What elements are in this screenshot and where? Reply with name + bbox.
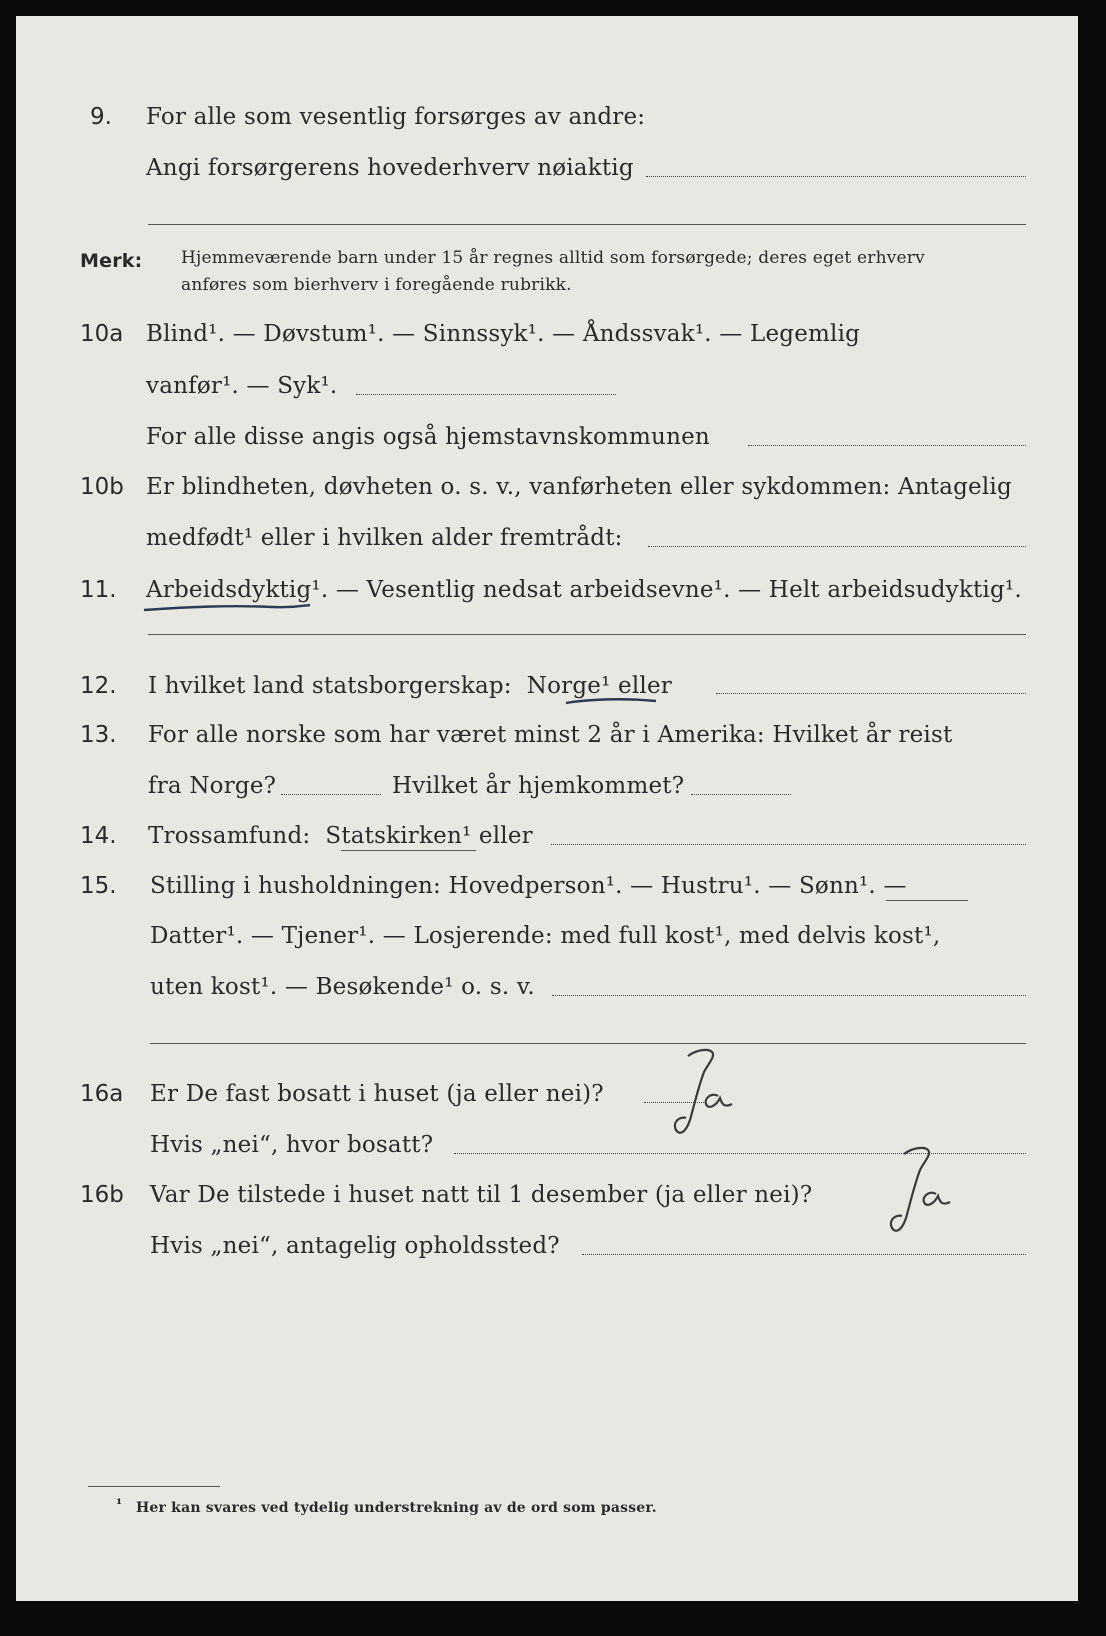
q16b-handwritten-answer	[874, 1144, 969, 1239]
q16b-line2: Hvis „nei“, antagelig opholdssted?	[150, 1233, 560, 1259]
q12-option-norge[interactable]: Norge¹	[526, 673, 611, 699]
q16b-opholdssted-line[interactable]	[582, 1254, 1026, 1255]
q14-number: 14.	[80, 823, 117, 849]
q14-suffix: eller	[478, 823, 533, 849]
q11-text	[146, 576, 1022, 604]
q11-number: 11.	[80, 577, 117, 603]
q10b-line2: medfødt¹ eller i hvilken alder fremtrådt:	[146, 525, 623, 551]
q12-underline-mark	[564, 696, 659, 708]
q14-underline-mark	[341, 850, 476, 851]
q15-answer-line-2[interactable]	[150, 1043, 1026, 1044]
q14-option-statskirken[interactable]: Statskirken¹	[325, 823, 472, 849]
q13-line1: For alle norske som har været minst 2 år i Amerika: Hvilket år reist	[148, 722, 953, 748]
q9-number: 9.	[90, 104, 112, 130]
q13-reist-line[interactable]	[281, 794, 381, 795]
q11-option-arbeidsdyktig[interactable]: Arbeidsdyktig¹	[146, 577, 321, 603]
q13-part-b: Hvilket år hjemkommet?	[392, 773, 685, 799]
q9-line2: Angi forsørgerens hovederhverv nøiaktig	[146, 155, 634, 181]
q10a-line2: vanfør¹. — Syk¹.	[146, 373, 338, 399]
q15-line2: Datter¹. — Tjener¹. — Losjerende: med full kost¹, med delvis kost¹,	[150, 923, 941, 949]
census-form-page	[16, 16, 1078, 1601]
q12-prefix: I hvilket land statsborgerskap:	[148, 673, 512, 699]
q14-answer-line[interactable]	[551, 844, 1026, 845]
q12-number: 12.	[80, 673, 117, 699]
q15-option-sonn[interactable]: Sønn¹.	[798, 873, 876, 899]
q15-line1-suffix: —	[883, 873, 907, 899]
merk-label: Merk:	[80, 250, 143, 272]
q13-hjemkommet-line[interactable]	[691, 794, 791, 795]
q16a-line1: Er De fast bosatt i huset (ja eller nei)?	[150, 1081, 604, 1107]
q12-answer-line[interactable]	[716, 693, 1026, 694]
q12-suffix: eller	[618, 673, 672, 699]
q10a-answer-line[interactable]	[356, 394, 616, 395]
q13-part-a: fra Norge?	[148, 773, 277, 799]
q11-rest: . — Vesentlig nedsat arbeidsevne¹. — Helt arbeidsudyktig¹.	[320, 577, 1022, 603]
q16b-line1: Var De tilstede i huset natt til 1 desember (ja eller nei)?	[150, 1182, 813, 1208]
q16a-number: 16a	[80, 1081, 124, 1107]
footnote-text: Her kan svares ved tydelig understrekning av de ord som passer.	[136, 1500, 657, 1516]
q15-answer-line[interactable]	[552, 995, 1026, 996]
q15-line3: uten kost¹. — Besøkende¹ o. s. v.	[150, 974, 535, 1000]
q10a-number: 10a	[80, 321, 124, 347]
q15-line1	[150, 872, 907, 900]
q9-answer-line[interactable]	[646, 176, 1026, 177]
q16a-line2: Hvis „nei“, hvor bosatt?	[150, 1132, 434, 1158]
q14-prefix: Trossamfund:	[148, 823, 311, 849]
merk-line1: Hjemmeværende barn under 15 år regnes alltid som forsørgede; deres eget erhverv	[181, 248, 925, 268]
q10a-line3: For alle disse angis også hjemstavnskommunen	[146, 424, 710, 450]
q16a-handwritten-answer	[664, 1046, 754, 1141]
q15-number: 15.	[80, 873, 117, 899]
q14-text	[148, 822, 533, 850]
q10a-hjemstavn-line[interactable]	[748, 445, 1026, 446]
q11-underline-mark	[142, 602, 312, 614]
q13-number: 13.	[80, 722, 117, 748]
q10b-answer-line[interactable]	[648, 546, 1026, 547]
q10a-line1: Blind¹. — Døvstum¹. — Sinnssyk¹. — Åndssvak¹. — Legemlig	[146, 321, 861, 347]
footnote-marker: ¹	[116, 1497, 123, 1513]
q16b-number: 16b	[80, 1182, 124, 1208]
q9-line1: For alle som vesentlig forsørges av andre:	[146, 104, 646, 130]
q10b-line1: Er blindheten, døvheten o. s. v., vanførheten eller sykdommen: Antagelig	[146, 474, 1012, 500]
q11-answer-line[interactable]	[148, 634, 1026, 635]
footnote-divider	[88, 1486, 220, 1487]
q15-line1-prefix: Stilling i husholdningen: Hovedperson¹. — Hustru¹. —	[150, 873, 792, 899]
q10b-number: 10b	[80, 474, 124, 500]
q9-answer-line-2[interactable]	[148, 224, 1026, 225]
q15-underline-mark	[886, 900, 968, 901]
merk-line2: anføres som bierhverv i foregående rubrikk.	[181, 275, 572, 295]
